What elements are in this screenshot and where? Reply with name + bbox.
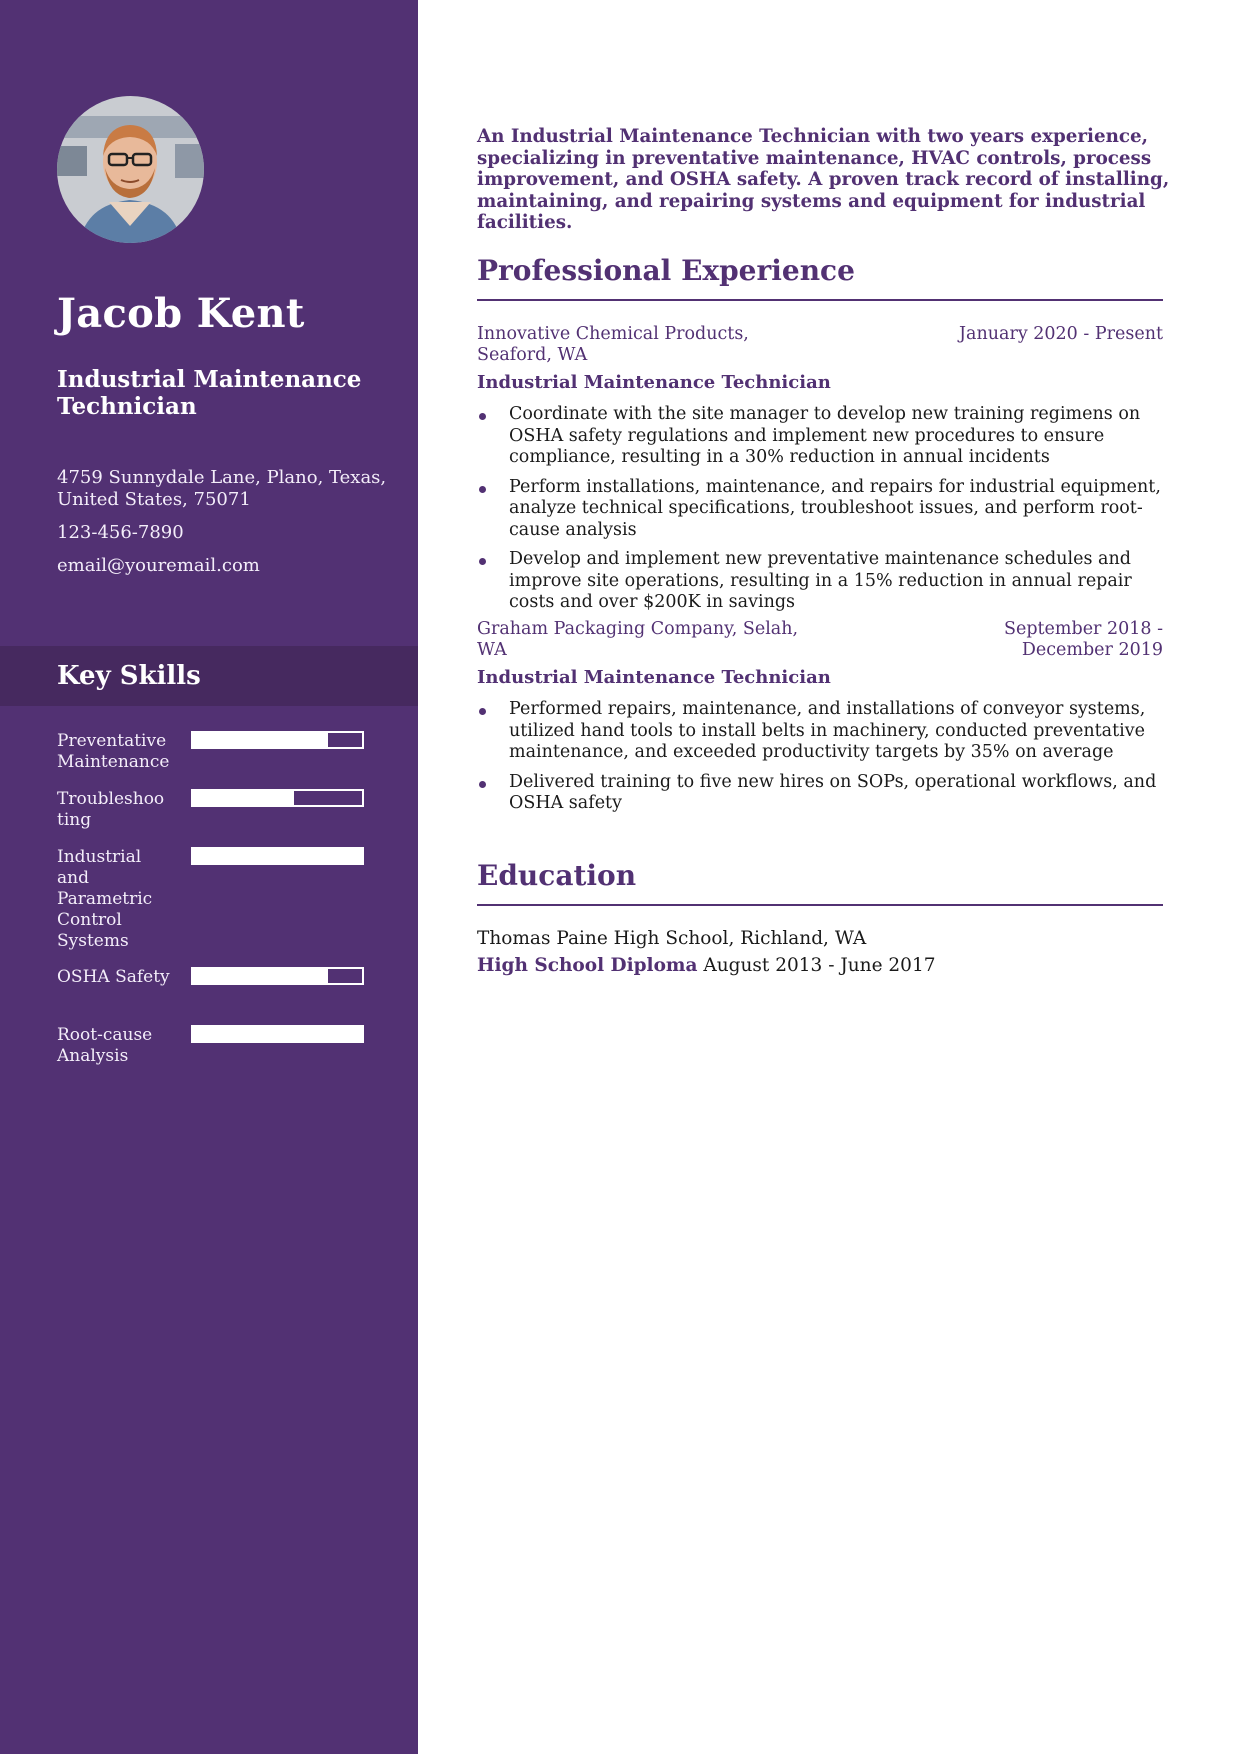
skill-bar-fill (193, 1027, 362, 1041)
contact-phone: 123-456-7890 (57, 522, 184, 543)
bullet-icon (479, 558, 486, 565)
bullet-text: Develop and implement new preventative maintenance schedules and improve site operations, resulting in a 15% reduction in annual repair costs and over $200K in savings (509, 549, 1132, 612)
sidebar (0, 0, 418, 1754)
bullet-icon (479, 486, 486, 493)
job-company: Innovative Chemical Products, Seaford, WA (477, 324, 749, 365)
section-divider (477, 904, 1163, 906)
education-dates: August 2013 - June 2017 (703, 955, 936, 976)
skill-label: OSHA Safety (57, 967, 170, 987)
skill-label: Troubleshoo ting (57, 789, 165, 830)
job-dates: September 2018 - December 2019 (1003, 619, 1163, 660)
list-item (477, 772, 1167, 815)
skill-bar-fill (193, 849, 362, 863)
avatar-photo (57, 96, 204, 243)
skill-bar (191, 847, 364, 865)
contact-email[interactable]: email@youremail.com (57, 555, 260, 576)
bullet-text: Performed repairs, maintenance, and installations of conveyor systems, utilized hand tools to install belts in machinery, conducted preventative maintenance, and exceeded productivity targets by 35% on average (509, 699, 1146, 762)
skill-bar (191, 789, 364, 807)
skill-bar-fill (193, 791, 294, 805)
candidate-name: Jacob Kent (57, 290, 305, 337)
education-degree: High School Diploma (477, 955, 698, 976)
job-dates: January 2020 - Present (959, 324, 1163, 344)
skill-label: Industrial and Parametric Control Systems (57, 847, 153, 951)
job-bullets (477, 699, 1167, 823)
bullet-text: Delivered training to five new hires on SOPs, operational workflows, and OSHA safety (509, 771, 1157, 813)
skill-bar (191, 967, 364, 985)
bullet-text: Coordinate with the site manager to develop new training regimens on OSHA safety regulations and implement new procedures to ensure compliance, resulting in a 30% reduction in annual incidents (509, 404, 1141, 467)
bullet-icon (479, 413, 486, 420)
job-bullets (477, 404, 1167, 622)
avatar (57, 96, 204, 243)
list-item (477, 404, 1167, 469)
skill-bar-fill (193, 733, 328, 747)
section-title-experience: Professional Experience (477, 254, 855, 287)
job-company: Graham Packaging Company, Selah, WA (477, 619, 799, 660)
professional-summary: An Industrial Maintenance Technician with two years experience, specializing in preventative maintenance, HVAC controls, process improvement, and OSHA safety. A proven track record of installing, maintaining, and repairing systems and equipment for industrial facilities. (477, 126, 1170, 233)
list-item (477, 699, 1167, 764)
bullet-icon (479, 708, 486, 715)
skills-title: Key Skills (57, 661, 201, 691)
skill-bar (191, 1025, 364, 1043)
job-role: Industrial Maintenance Technician (477, 667, 831, 688)
skill-bar (191, 731, 364, 749)
section-title-education: Education (477, 859, 637, 892)
list-item (477, 549, 1167, 614)
skill-label: Preventative Maintenance (57, 731, 170, 772)
bullet-text: Perform installations, maintenance, and repairs for industrial equipment, analyze technical specifications, troubleshoot issues, and perform root-cause analysis (509, 476, 1161, 540)
education-school: Thomas Paine High School, Richland, WA (477, 928, 867, 949)
skill-label: Root-cause Analysis (57, 1025, 153, 1066)
list-item (477, 477, 1167, 542)
skill-bar-fill (193, 969, 328, 983)
job-role: Industrial Maintenance Technician (477, 372, 831, 393)
education-line (477, 955, 935, 977)
contact-address: 4759 Sunnydale Lane, Plano, Texas, United States, 75071 (57, 467, 387, 510)
bullet-icon (479, 781, 486, 788)
candidate-headline: Industrial Maintenance Technician (57, 366, 362, 420)
section-divider (477, 299, 1163, 301)
